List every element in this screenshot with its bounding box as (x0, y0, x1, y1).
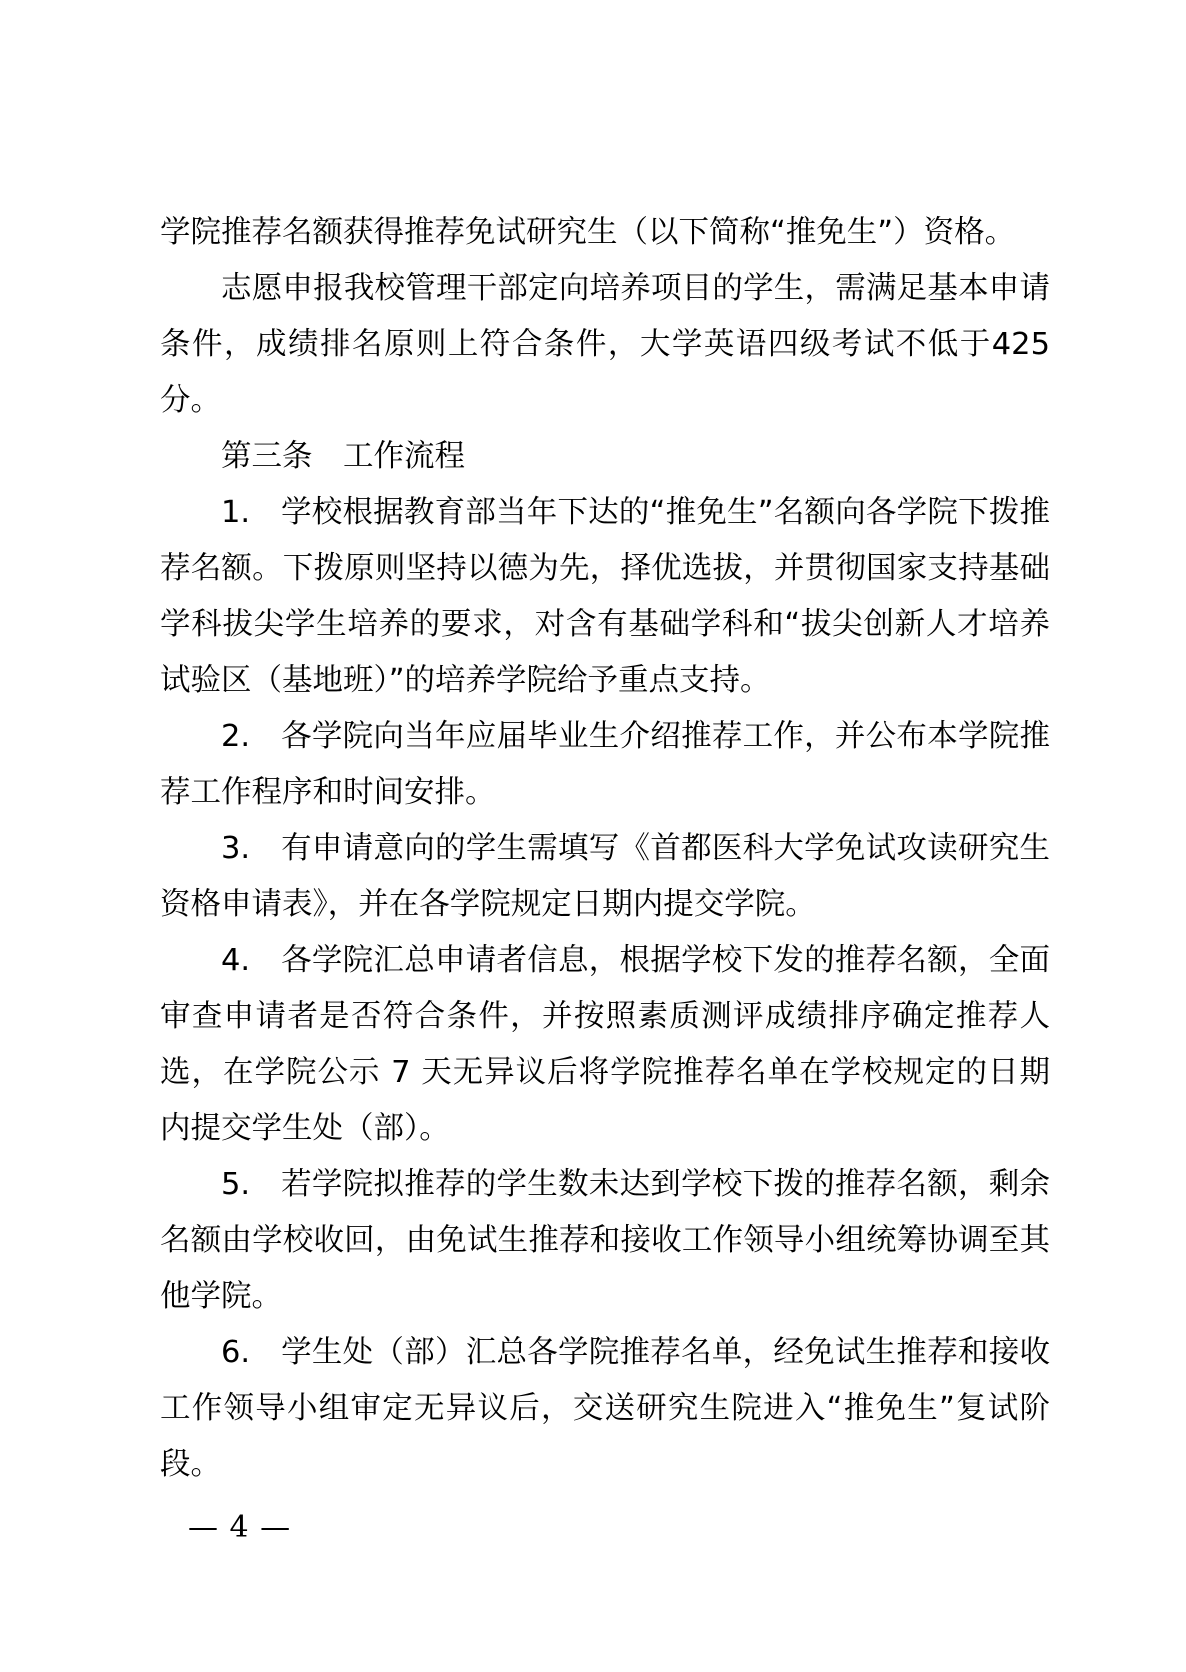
list-item-2: 2. 各学院向当年应届毕业生介绍推荐工作，并公布本学院推荐工作程序和时间安排。 (160, 719, 1050, 810)
list-item-6: 6. 学生处（部）汇总各学院推荐名单，经免试生推荐和接收工作领导小组审定无异议后，交送研究生院进入“推免生”复试阶段。 (160, 1335, 1050, 1482)
paragraph-continuation: 学院推荐名额获得推荐免试研究生（以下简称“推免生”）资格。 (160, 215, 1016, 250)
list-item-1: 1. 学校根据教育部当年下达的“推免生”名额向各学院下拨推荐名额。下拨原则坚持以德为先，择优选拔，并贯彻国家支持基础学科拔尖学生培养的要求，对含有基础学科和“拔尖创新人才培养试验区（基地班）”的培养学院给予重点支持。 (160, 495, 1050, 698)
page-number: — 4 — (188, 1510, 292, 1545)
paragraph-management-cadre-requirement: 志愿申报我校管理干部定向培养项目的学生，需满足基本申请条件，成绩排名原则上符合条件，大学英语四级考试不低于425分。 (160, 271, 1050, 418)
list-item-3: 3. 有申请意向的学生需填写《首都医科大学免试攻读研究生资格申请表》，并在各学院规定日期内提交学院。 (160, 831, 1050, 922)
list-item-5: 5. 若学院拟推荐的学生数未达到学校下拨的推荐名额，剩余名额由学校收回，由免试生推荐和接收工作领导小组统筹协调至其他学院。 (160, 1167, 1050, 1314)
list-item-4: 4. 各学院汇总申请者信息，根据学校下发的推荐名额，全面审查申请者是否符合条件，并按照素质测评成绩排序确定推荐人选，在学院公示 7 天无异议后将学院推荐名单在学校规定的日期内提交学生处（部）。 (160, 943, 1050, 1146)
document-body (160, 205, 1050, 1493)
section-heading-article-3: 第三条 工作流程 (221, 439, 465, 474)
